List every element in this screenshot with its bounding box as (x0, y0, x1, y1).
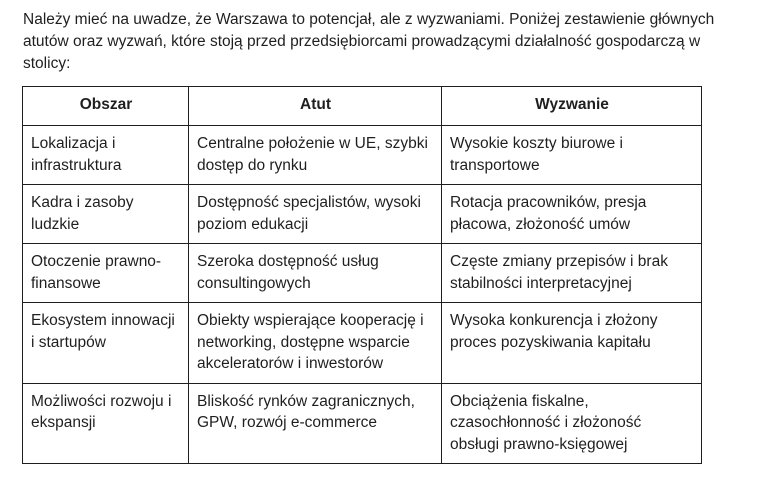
cell-area: Możliwości rozwoju i ekspansji (23, 383, 189, 464)
cell-challenge: Obciążenia fiskalne, czasochłonność i złożoność obsługi prawno-księgowej (442, 383, 702, 464)
cell-challenge: Rotacja pracowników, presja płacowa, złożoność umów (442, 185, 702, 244)
header-challenge: Wyzwanie (442, 87, 702, 126)
table-row (23, 126, 702, 185)
header-strength: Atut (189, 87, 442, 126)
cell-area: Otoczenie prawno-finansowe (23, 244, 189, 303)
cell-strength: Centralne położenie w UE, szybki dostęp do rynku (189, 126, 442, 185)
cell-challenge: Wysokie koszty biurowe i transportowe (442, 126, 702, 185)
comparison-table (22, 86, 702, 464)
intro-paragraph: Należy mieć na uwadze, że Warszawa to potencjał, ale z wyzwaniami. Poniżej zestawienie głównych atutów oraz wyzwań, które stoją przed przedsiębiorcami prowadzącymi działalność gospodarczą w stolicy: (23, 11, 715, 72)
table-row (23, 185, 702, 244)
cell-area: Lokalizacja i infrastruktura (23, 126, 189, 185)
cell-strength: Szeroka dostępność usług consultingowych (189, 244, 442, 303)
cell-area: Ekosystem innowacji i startupów (23, 303, 189, 384)
cell-challenge: Częste zmiany przepisów i brak stabilności interpretacyjnej (442, 244, 702, 303)
table-header-row (23, 87, 702, 126)
header-area: Obszar (23, 87, 189, 126)
cell-strength: Bliskość rynków zagranicznych, GPW, rozwój e-commerce (189, 383, 442, 464)
cell-area: Kadra i zasoby ludzkie (23, 185, 189, 244)
cell-strength: Dostępność specjalistów, wysoki poziom edukacji (189, 185, 442, 244)
cell-strength: Obiekty wspierające kooperację i networking, dostępne wsparcie akceleratorów i inwestorów (189, 303, 442, 384)
cell-challenge: Wysoka konkurencja i złożony proces pozyskiwania kapitału (442, 303, 702, 384)
table-row (23, 303, 702, 384)
table-row (23, 244, 702, 303)
table-row (23, 383, 702, 464)
